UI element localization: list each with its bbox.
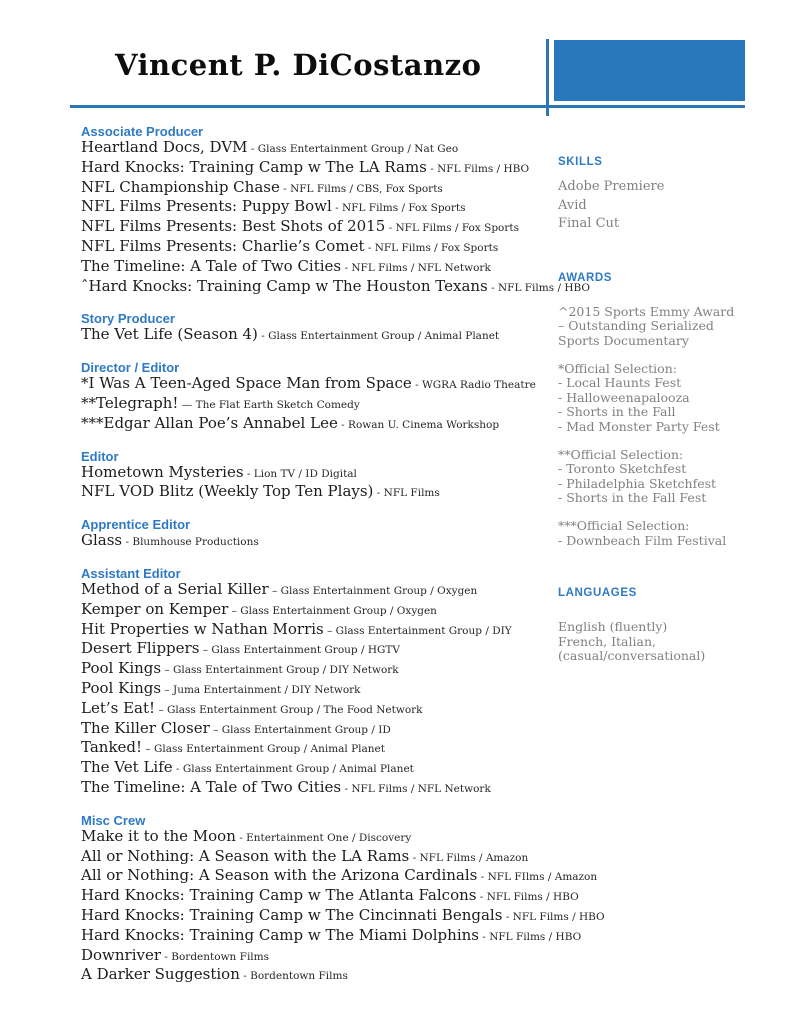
- credit-company: – Glass Entertainment Group / ID: [209, 723, 391, 736]
- section-heading: Story Producer: [81, 311, 175, 327]
- awards-heading: AWARDS: [558, 271, 613, 284]
- credit-company: - NFL Films / Amazon: [409, 851, 529, 864]
- experience-section: [81, 812, 605, 986]
- credit-title: The Vet Life: [81, 758, 173, 777]
- award-line: - Halloweenapalooza: [558, 389, 690, 405]
- credit-company: – Glass Entertainment Group / Animal Planet: [142, 743, 385, 756]
- credit-company: – Glass Entertainment Group / Oxygen: [228, 604, 437, 617]
- credit-company: – Juma Entertainment / DIY Network: [161, 683, 361, 696]
- credit-title: Make it to the Moon: [81, 826, 236, 845]
- experience-section: [81, 517, 581, 552]
- section-heading: Assistant Editor: [81, 565, 181, 581]
- credit-company: - Glass Entertainment Group / Animal Planet: [257, 330, 500, 343]
- credit-entry: [81, 848, 581, 868]
- credit-company: - Bordentown Films: [239, 970, 348, 983]
- award-line: - Local Haunts Fest: [558, 375, 682, 391]
- credit-company: - NFL Films / CBS, Fox Sports: [279, 182, 443, 195]
- credit-title: Tanked!: [81, 738, 143, 757]
- credit-company: – Glass Entertainment Group / DIY Network: [161, 664, 399, 677]
- skills-list: [558, 178, 768, 234]
- skills-heading: SKILLS: [558, 156, 603, 168]
- credit-entry: [81, 375, 581, 395]
- credit-title: NFL VOD Blitz (Weekly Top Ten Plays): [81, 482, 374, 501]
- credit-entry: [81, 720, 581, 740]
- credit-title: Hard Knocks: Training Camp w The Cincinnati Bengals: [81, 905, 503, 924]
- header-horizontal-rule: [70, 105, 745, 108]
- credit-title: Pool Kings: [81, 678, 162, 697]
- credit-company: - NFL FIlms / Amazon: [477, 871, 598, 884]
- award-line: - Philadelphia Sketchfest: [558, 475, 717, 491]
- credit-entry: [81, 581, 581, 601]
- credit-entry: [81, 218, 581, 238]
- credit-title: All or Nothing: A Season with the LA Rams: [81, 846, 410, 865]
- credit-company: — The Flat Earth Sketch Comedy: [178, 398, 360, 411]
- credit-title: The Killer Closer: [81, 718, 210, 737]
- credit-entry: [81, 198, 581, 218]
- credit-title: All or Nothing: A Season with the Arizona Cardinals: [81, 866, 478, 885]
- awards-list: [558, 305, 768, 548]
- credit-entry: [81, 779, 581, 799]
- credit-title: ***Edgar Allan Poe’s Annabel Lee: [81, 413, 338, 432]
- credit-company: - Glass Entertainment Group / Nat Geo: [247, 143, 459, 155]
- award-group: [558, 305, 768, 349]
- skill-item: Final Cut: [558, 216, 620, 232]
- resume-owner-name: Vincent P. DiCostanzo: [115, 48, 482, 82]
- credit-company: - Bordentown Films: [161, 950, 269, 963]
- language-line: (casual/conversational): [558, 648, 706, 664]
- experience-section: [81, 449, 581, 504]
- credit-entry: [81, 866, 598, 887]
- credit-title: **Telegraph!: [81, 393, 179, 412]
- credit-title: Hometown Mysteries: [81, 462, 244, 481]
- credit-title: NFL Films Presents: Best Shots of 2015: [81, 217, 386, 236]
- credit-entry: [81, 276, 590, 298]
- credit-entry: [81, 828, 581, 848]
- credit-company: – Glass Entertainment Group / DIY: [323, 624, 512, 637]
- section-heading: Associate Producer: [81, 124, 204, 139]
- credit-title: Heartland Docs, DVM: [81, 138, 248, 156]
- credit-company: - NFL Films: [373, 487, 440, 500]
- section-heading: Director / Editor: [81, 360, 180, 376]
- credit-entry: [81, 927, 581, 947]
- award-line: ***Official Selection:: [558, 517, 690, 533]
- credit-company: - Lion TV / ID Digital: [243, 467, 357, 480]
- credit-company: - NFL Films / HBO: [502, 910, 605, 923]
- credit-entry: [81, 680, 581, 700]
- credit-entry: [81, 139, 581, 159]
- credit-title: The Vet Life (Season 4): [81, 325, 258, 344]
- award-group: [558, 448, 768, 506]
- credit-company: – Glass Entertainment Group / The Food Network: [155, 703, 423, 716]
- credit-entry: [81, 159, 581, 179]
- credit-title: Hard Knocks: Training Camp w The Miami Dolphins: [81, 925, 479, 944]
- credit-title: NFL Films Presents: Puppy Bowl: [81, 197, 332, 216]
- credit-company: - NFL Films / HBO: [478, 930, 582, 943]
- credit-entry: [81, 395, 581, 415]
- credit-entry: [81, 759, 581, 779]
- credit-company: - Rowan U. Cinema Workshop: [337, 418, 500, 431]
- section-heading: Misc Crew: [81, 812, 146, 828]
- award-line: - Mad Monster Party Fest: [558, 418, 720, 434]
- credit-entry: [81, 238, 581, 258]
- credit-title: Hard Knocks: Training Camp w The LA Rams: [81, 157, 427, 176]
- credit-entry: [81, 326, 581, 346]
- award-line: **Official Selection:: [558, 446, 684, 462]
- credit-title: Hit Properties w Nathan Morris: [81, 619, 324, 638]
- credit-entry: [81, 179, 581, 199]
- credit-title: Pool Kings: [81, 659, 162, 678]
- credit-entry: [81, 464, 581, 484]
- credit-company: – Glass Entertainment Group / HGTV: [199, 644, 400, 657]
- credit-title: Method of a Serial Killer: [81, 579, 269, 598]
- award-group: [558, 519, 768, 548]
- skill-item: Avid: [558, 197, 587, 213]
- credit-title: Desert Flippers: [81, 639, 200, 658]
- credit-title: The Timeline: A Tale of Two Cities: [81, 256, 342, 275]
- credit-title: Let’s Eat!: [81, 698, 156, 717]
- languages-heading: LANGUAGES: [558, 587, 637, 600]
- credit-entry: [81, 905, 605, 927]
- credit-entry: [81, 887, 581, 907]
- credit-company: - NFL Films / HBO: [476, 891, 579, 904]
- award-line: - Toronto Sketchfest: [558, 461, 687, 477]
- credit-company: - NFL Films / NFL Network: [341, 782, 491, 795]
- credit-company: - NFL Films / Fox Sports: [364, 241, 499, 254]
- credit-entry: [81, 640, 581, 660]
- credit-title: A Darker Suggestion: [81, 965, 240, 984]
- experience-section: [81, 311, 581, 346]
- award-line: Sports Documentary: [558, 332, 689, 348]
- skill-item: Adobe Premiere: [558, 179, 665, 194]
- credit-company: - NFL Films / Fox Sports: [331, 202, 466, 215]
- credit-company: - NFL Films / HBO: [426, 162, 530, 175]
- languages-list: [558, 620, 768, 664]
- credit-entry: [81, 483, 581, 503]
- credit-title: *I Was A Teen-Aged Space Man from Space: [81, 374, 412, 393]
- section-heading: Editor: [81, 448, 119, 464]
- credit-company: – Glass Entertainment Group / Oxygen: [268, 584, 478, 597]
- award-line: *Official Selection:: [558, 360, 677, 376]
- section-heading: Apprentice Editor: [81, 517, 191, 533]
- credit-company: - NFL Films / NFL Network: [341, 261, 491, 274]
- credit-entry: [81, 621, 581, 641]
- credit-entry: [81, 601, 581, 621]
- award-line: - Shorts in the Fall Fest: [558, 490, 707, 506]
- sidebar: [558, 155, 768, 664]
- credit-title: Kemper on Kemper: [81, 599, 229, 618]
- award-line: ^2015 Sports Emmy Award: [558, 303, 735, 319]
- credit-entry: [81, 258, 581, 278]
- credit-company: - NFL Films / HBO: [487, 281, 590, 294]
- credit-entry: [81, 532, 581, 552]
- credit-title: Hard Knocks: Training Camp w The Atlanta Falcons: [81, 886, 477, 905]
- award-group: [558, 362, 768, 435]
- credit-entry: [81, 700, 581, 720]
- credit-title: NFL Films Presents: Charlie’s Comet: [81, 236, 365, 255]
- credit-company: - Entertainment One / Discovery: [235, 831, 412, 844]
- language-line: English (fluently): [558, 619, 668, 635]
- experience-section: [81, 566, 581, 799]
- award-line: - Shorts in the Fall: [558, 404, 676, 420]
- credit-title: ˆHard Knocks: Training Camp w The Houston Texans: [81, 276, 488, 295]
- credit-company: - Blumhouse Productions: [122, 536, 259, 549]
- credit-entry: [81, 660, 581, 680]
- credit-entry: [81, 947, 581, 967]
- credit-company: - WGRA Radio Theatre: [411, 379, 536, 392]
- language-line: French, Italian,: [558, 633, 656, 649]
- award-line: – Outstanding Serialized: [558, 318, 714, 334]
- credit-entry: [81, 415, 581, 435]
- header-accent-rectangle: [554, 40, 745, 101]
- credit-title: NFL Championship Chase: [81, 177, 280, 196]
- credit-title: Downriver: [81, 945, 162, 964]
- credit-title: Glass: [81, 531, 123, 550]
- credit-company: - NFL Films / Fox Sports: [385, 222, 519, 235]
- credit-company: - Glass Entertainment Group / Animal Planet: [172, 763, 414, 776]
- award-line: - Downbeach Film Festival: [558, 532, 727, 548]
- experience-section: [81, 360, 581, 434]
- credit-entry: [81, 739, 581, 759]
- credit-title: The Timeline: A Tale of Two Cities: [81, 777, 342, 796]
- credit-entry: [81, 966, 581, 986]
